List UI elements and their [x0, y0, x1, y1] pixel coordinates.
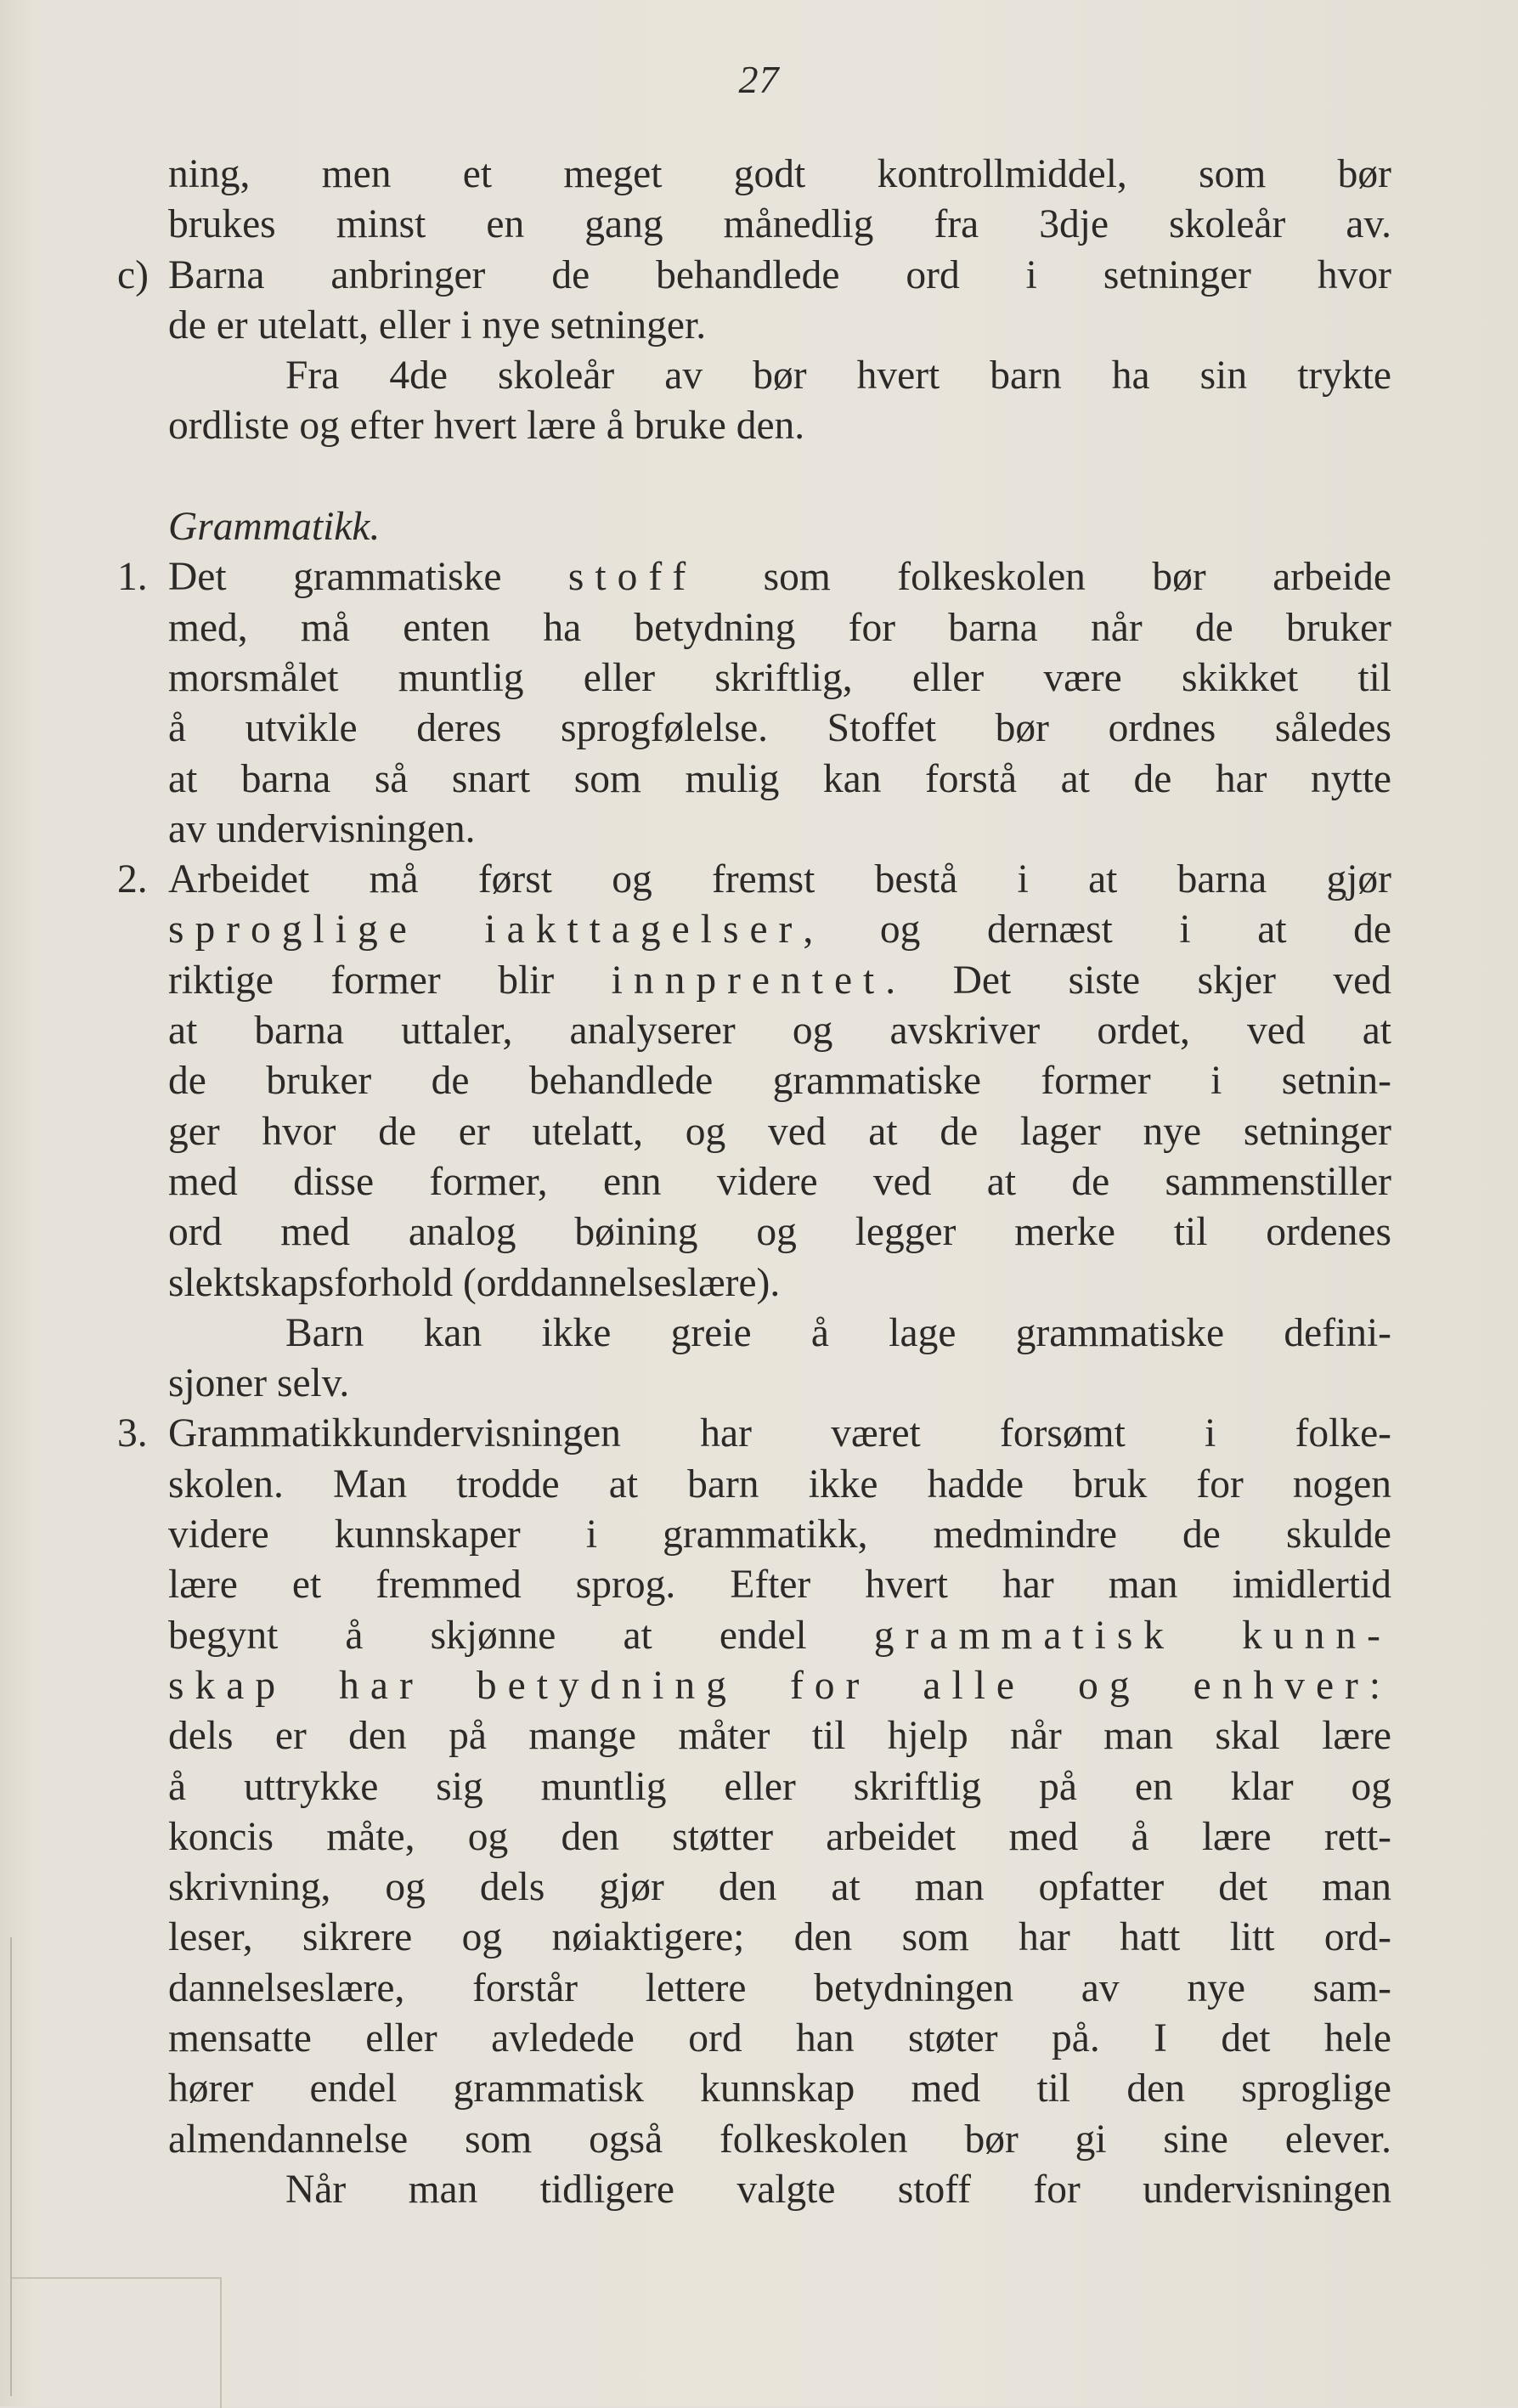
text-line	[168, 2165, 1391, 2215]
text-line	[168, 301, 1391, 351]
text-line	[168, 1006, 1391, 1056]
line-text: ning, men et meget godt kontrollmiddel, som bør	[168, 152, 1391, 196]
line-text: skap har betydning for alle og enhver:	[168, 1663, 1392, 1708]
text-line	[168, 150, 1391, 200]
line-text: ord med analog bøining og legger merke til ordenes	[168, 1210, 1391, 1255]
line-text: Fra 4de skoleår av bør hvert barn ha sin trykte	[285, 353, 1391, 399]
line-text: lære et fremmed sprog. Efter hvert har man imidlertid	[168, 1563, 1391, 1608]
line-text: dannelseslære, forstår lettere betydningen av nye sam-	[168, 1965, 1391, 2010]
text-line	[168, 704, 1391, 754]
list-marker: 2.	[117, 857, 148, 902]
page-number: 27	[738, 58, 780, 101]
text-line	[168, 1913, 1391, 1963]
line-text: med disse former, enn videre ved at de sammenstiller	[168, 1159, 1391, 1204]
line-text: de bruker de behandlede grammatiske former i setnin-	[168, 1059, 1391, 1104]
text-line	[117, 1409, 1391, 1459]
text-line	[168, 1460, 1391, 1510]
line-text: sjoner selv.	[168, 1361, 350, 1406]
line-text: at barna uttaler, analyserer og avskriver ordet, ved at	[168, 1009, 1391, 1054]
line-text: mensatte eller avledede ord han støter på. I det hele	[168, 2015, 1391, 2060]
line-text: riktige former blir innprentet. Det siste skjer ved	[168, 958, 1392, 1003]
line-text: brukes minst en gang månedlig fra 3dje skoleår av.	[168, 202, 1391, 247]
text-line	[168, 1661, 1391, 1711]
line-text: de er utelatt, eller i nye setninger.	[168, 302, 707, 348]
text-line	[168, 1107, 1391, 1157]
text-line	[168, 401, 1391, 451]
text-line	[168, 1863, 1391, 1913]
line-text: Barna anbringer de behandlede ord i setninger hvor	[168, 252, 1391, 297]
text-line	[168, 1812, 1391, 1863]
text-line	[168, 200, 1391, 250]
line-text: Arbeidet må først og fremst bestå i at barna gjør	[168, 857, 1391, 902]
line-text: ger hvor de er utelatt, og ved at de lager nye setninger	[168, 1109, 1391, 1154]
line-text: ordliste og efter hvert lære å bruke den.	[168, 404, 805, 449]
line-text: skolen. Man trodde at barn ikke hadde bruk for nogen	[168, 1461, 1391, 1506]
text-line	[168, 1560, 1391, 1610]
text-line	[168, 2115, 1391, 2165]
line-text: morsmålet muntlig eller skriftlig, eller være skikket til	[168, 655, 1391, 700]
line-text: begynt å skjønne at endel grammatisk kunn-	[168, 1613, 1391, 1658]
line-text: Grammatikkundervisningen har været forsømt i folke-	[168, 1411, 1391, 1456]
text-line	[168, 1964, 1391, 2014]
line-text: Når man tidligere valgte stoff for undervisningen	[285, 2167, 1391, 2212]
line-text: Grammatikk.	[168, 505, 381, 550]
text-line	[168, 1359, 1391, 1409]
text-line	[117, 552, 1391, 602]
text-line	[168, 1510, 1391, 1560]
line-text: skrivning, og dels gjør den at man opfatter det man	[168, 1865, 1391, 1910]
text-line	[168, 905, 1391, 955]
text-line	[168, 2064, 1391, 2114]
line-text: koncis måte, og den støtter arbeidet med å lære rett-	[168, 1814, 1391, 1859]
line-text: Barn kan ikke greie å lage grammatiske defini-	[285, 1310, 1391, 1355]
line-text: sproglige iakttagelser, og dernæst i at de	[168, 907, 1391, 952]
line-text: å utvikle deres sprogfølelse. Stoffet bør ordnes således	[168, 706, 1391, 751]
list-marker: c)	[117, 252, 149, 297]
section-heading	[168, 502, 1391, 552]
text-line	[168, 653, 1391, 704]
text-line	[168, 1157, 1391, 1207]
text-line	[117, 855, 1391, 905]
text-line	[168, 1762, 1391, 1812]
text-line	[168, 805, 1391, 855]
paragraph-gap	[168, 452, 1391, 502]
line-text: av undervisningen.	[168, 806, 476, 851]
text-line	[117, 251, 1391, 301]
line-text: leser, sikrere og nøiaktigere; den som har hatt litt ord-	[168, 1915, 1391, 1960]
line-text: dels er den på mange måter til hjelp når man skal lære	[168, 1714, 1391, 1759]
text-line	[168, 603, 1391, 653]
line-text: Det grammatiske stoff som folkeskolen bør arbeide	[168, 555, 1391, 600]
text-line	[168, 1056, 1391, 1106]
text-line	[168, 351, 1391, 401]
text-line	[168, 1207, 1391, 1258]
text-line	[168, 956, 1391, 1006]
line-text: at barna så snart som mulig kan forstå at de har nytte	[168, 756, 1391, 801]
line-text: videre kunnskaper i grammatikk, medmindre de skulde	[168, 1512, 1391, 1557]
list-marker: 3.	[117, 1411, 148, 1456]
text-line	[168, 755, 1391, 805]
body-text	[117, 150, 1392, 2215]
line-text: hører endel grammatisk kunnskap med til den sproglige	[168, 2066, 1391, 2111]
text-line	[168, 1258, 1391, 1309]
text-line	[168, 2014, 1391, 2064]
line-text: almendannelse som også folkeskolen bør gi sine elever.	[168, 2117, 1391, 2162]
line-text: med, må enten ha betydning for barna når de bruker	[168, 605, 1391, 650]
text-line	[168, 1711, 1391, 1761]
line-text: slektskapsforhold (orddannelseslære).	[168, 1260, 781, 1305]
line-text: å uttrykke sig muntlig eller skriftlig på en klar og	[168, 1764, 1391, 1809]
text-line	[168, 1309, 1391, 1359]
scan-edge-mark	[12, 2277, 222, 2408]
text-line	[168, 1611, 1391, 1661]
list-marker: 1.	[117, 555, 148, 600]
